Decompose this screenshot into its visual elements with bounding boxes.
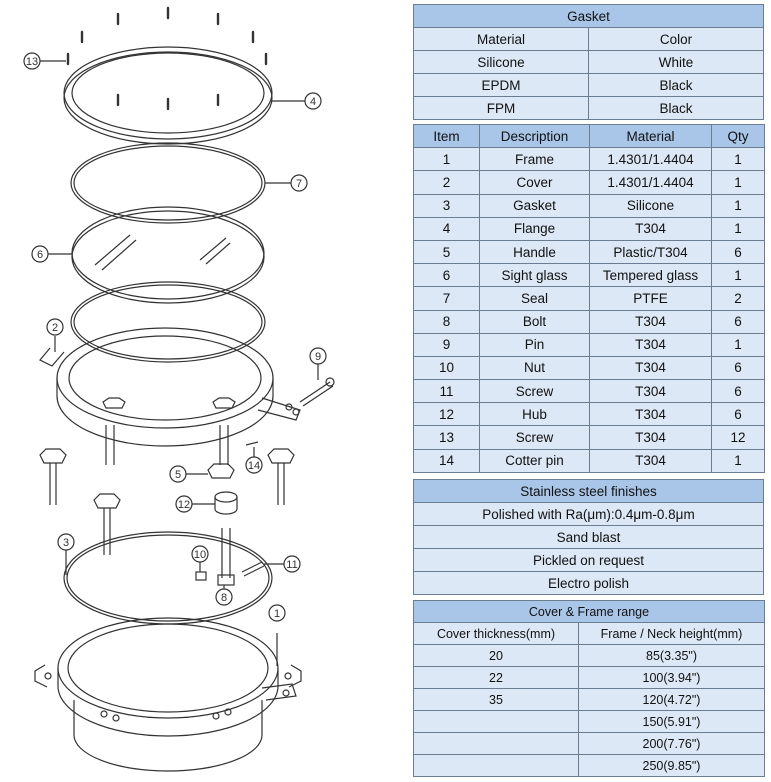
svg-text:12: 12	[177, 499, 191, 511]
table-row	[414, 667, 765, 689]
gasket-cell: White	[589, 51, 764, 74]
parts-cell: 8	[414, 310, 480, 333]
finish-item: Polished with Ra(μm):0.4μm-0.8μm	[414, 503, 764, 526]
svg-text:13: 13	[25, 56, 39, 68]
hub	[215, 492, 237, 514]
parts-cell: Screw	[480, 426, 590, 449]
gasket-cell: FPM	[414, 97, 589, 120]
parts-cell: 4	[414, 217, 480, 240]
table-row	[414, 426, 765, 449]
parts-table	[413, 124, 765, 473]
gasket-table	[413, 4, 764, 120]
bolt	[218, 528, 234, 585]
parts-cell: Handle	[480, 240, 590, 263]
parts-cell: T304	[590, 356, 712, 379]
parts-cell: T304	[590, 449, 712, 472]
parts-cell: Tempered glass	[590, 264, 712, 287]
parts-cell: 2	[414, 171, 480, 194]
pin	[300, 378, 334, 406]
screw	[242, 562, 264, 576]
range-cell	[414, 755, 579, 777]
parts-cell: Seal	[480, 287, 590, 310]
range-cell: 200(7.76")	[579, 733, 765, 755]
parts-cell: 6	[712, 356, 765, 379]
svg-text:6: 6	[36, 249, 44, 261]
svg-text:14: 14	[247, 460, 261, 472]
header-item: Item	[414, 125, 480, 148]
parts-cell: Gasket	[480, 194, 590, 217]
table-row	[414, 74, 764, 97]
list-item	[414, 526, 764, 549]
parts-cell: 6	[712, 380, 765, 403]
cover-frame-range-table	[413, 600, 765, 777]
range-cell: 120(4.72")	[579, 689, 765, 711]
table-row	[414, 755, 765, 777]
svg-text:9: 9	[314, 351, 322, 363]
svg-text:1: 1	[273, 608, 281, 620]
parts-cell: Hub	[480, 403, 590, 426]
parts-cell: T304	[590, 426, 712, 449]
parts-cell: Plastic/T304	[590, 240, 712, 263]
parts-cell: 1.4301/1.4404	[590, 148, 712, 171]
svg-text:5: 5	[174, 469, 182, 481]
sight-glass	[72, 207, 264, 303]
flange-ring	[64, 47, 272, 144]
parts-cell: Cotter pin	[480, 449, 590, 472]
parts-cell: 1.4301/1.4404	[590, 171, 712, 194]
table-row	[414, 217, 765, 240]
range-title: Cover & Frame range	[414, 601, 765, 623]
nut	[196, 572, 206, 580]
table-row	[414, 287, 765, 310]
range-cell: 250(9.85")	[579, 755, 765, 777]
parts-cell: T304	[590, 217, 712, 240]
parts-cell: 6	[712, 403, 765, 426]
parts-cell: 7	[414, 287, 480, 310]
svg-text:2: 2	[51, 322, 59, 334]
table-row	[414, 333, 765, 356]
cotter-pin	[246, 442, 258, 445]
parts-cell: Flange	[480, 217, 590, 240]
parts-cell: 12	[712, 426, 765, 449]
finish-item: Electro polish	[414, 572, 764, 595]
svg-text:10: 10	[193, 549, 207, 561]
table-row	[414, 148, 765, 171]
list-item	[414, 572, 764, 595]
parts-cell: Sight glass	[480, 264, 590, 287]
parts-cell: 9	[414, 333, 480, 356]
parts-cell: Silicone	[590, 194, 712, 217]
finish-item: Sand blast	[414, 526, 764, 549]
cover	[40, 328, 300, 465]
table-row	[414, 171, 765, 194]
parts-cell: 1	[712, 148, 765, 171]
finishes-title: Stainless steel finishes	[414, 480, 764, 503]
parts-cell: 1	[712, 449, 765, 472]
parts-cell: 1	[712, 217, 765, 240]
header-frame-neck-height: Frame / Neck height(mm)	[579, 623, 765, 645]
table-row	[414, 689, 765, 711]
list-item	[414, 503, 764, 526]
svg-text:11: 11	[286, 559, 298, 571]
parts-cell: PTFE	[590, 287, 712, 310]
parts-cell: 1	[414, 148, 480, 171]
parts-cell: Frame	[480, 148, 590, 171]
list-item	[414, 549, 764, 572]
parts-cell: 1	[712, 264, 765, 287]
parts-cell: T304	[590, 310, 712, 333]
table-row	[414, 380, 765, 403]
svg-text:4: 4	[309, 96, 317, 108]
gasket-ring	[64, 532, 272, 624]
parts-cell: 1	[712, 171, 765, 194]
parts-cell: 1	[712, 333, 765, 356]
parts-cell: 6	[712, 240, 765, 263]
frame	[35, 618, 301, 771]
finish-item: Pickled on request	[414, 549, 764, 572]
table-row	[414, 310, 765, 333]
header-qty: Qty	[712, 125, 765, 148]
parts-cell: T304	[590, 380, 712, 403]
finishes-table	[413, 479, 764, 595]
range-cell: 35	[414, 689, 579, 711]
parts-cell: Cover	[480, 171, 590, 194]
table-row	[414, 711, 765, 733]
table-row	[414, 645, 765, 667]
gasket-cell: EPDM	[414, 74, 589, 97]
parts-cell: 6	[414, 264, 480, 287]
range-cell: 85(3.35")	[579, 645, 765, 667]
gasket-header-color: Color	[589, 28, 764, 51]
parts-cell: Bolt	[480, 310, 590, 333]
gasket-title: Gasket	[414, 5, 764, 28]
range-cell	[414, 733, 579, 755]
parts-cell: 13	[414, 426, 480, 449]
gasket-cell: Silicone	[414, 51, 589, 74]
parts-cell: Nut	[480, 356, 590, 379]
range-cell: 100(3.94")	[579, 667, 765, 689]
parts-cell: 12	[414, 403, 480, 426]
range-cell: 22	[414, 667, 579, 689]
table-row	[414, 356, 765, 379]
header-material: Material	[590, 125, 712, 148]
table-row	[414, 194, 765, 217]
parts-cell: 11	[414, 380, 480, 403]
table-row	[414, 264, 765, 287]
parts-cell: Screw	[480, 380, 590, 403]
parts-cell: 2	[712, 287, 765, 310]
range-cell: 20	[414, 645, 579, 667]
svg-text:3: 3	[62, 537, 70, 549]
svg-text:8: 8	[220, 592, 228, 604]
table-row	[414, 97, 764, 120]
parts-cell: Pin	[480, 333, 590, 356]
gasket-header-material: Material	[414, 28, 589, 51]
parts-cell: 5	[414, 240, 480, 263]
parts-cell: 6	[712, 310, 765, 333]
header-cover-thickness: Cover thickness(mm)	[414, 623, 579, 645]
range-cell: 150(5.91")	[579, 711, 765, 733]
parts-cell: 3	[414, 194, 480, 217]
table-row	[414, 733, 765, 755]
parts-cell: 10	[414, 356, 480, 379]
parts-cell: 1	[712, 194, 765, 217]
table-row	[414, 240, 765, 263]
parts-cell: T304	[590, 403, 712, 426]
svg-text:7: 7	[295, 178, 303, 190]
parts-header-row	[414, 125, 765, 148]
table-row	[414, 51, 764, 74]
header-description: Description	[480, 125, 590, 148]
parts-cell: T304	[590, 333, 712, 356]
table-row	[414, 449, 765, 472]
range-cell	[414, 711, 579, 733]
gasket-cell: Black	[589, 74, 764, 97]
table-row	[414, 403, 765, 426]
parts-cell: 14	[414, 449, 480, 472]
gasket-cell: Black	[589, 97, 764, 120]
